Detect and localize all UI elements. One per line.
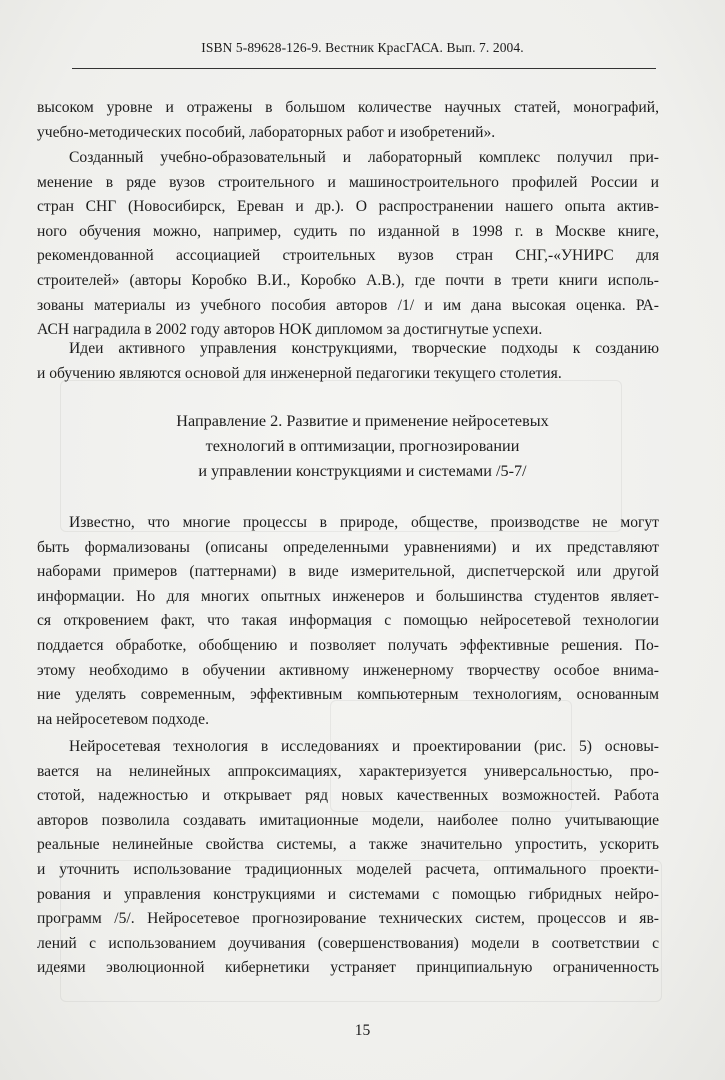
paragraph-neural-processes [37,511,659,732]
paragraph-continuation [37,96,659,145]
page-number: 15 [354,1022,371,1039]
text-line: высоком уровне и отражены в большом количестве научных статей, монографий, [37,99,659,116]
text-line: программ /5/. Нейросетевое прогнозирование технических систем, процессов и яв- [37,910,659,928]
text-line: строителей» (авторы Коробко В.И., Коробко А.В.), где почти в трети книги исполь- [37,271,659,289]
text-line: ся откровением факт, что такая информация с помощью нейросетевой технологии [37,612,659,630]
text-line: и уточнить использование традиционных моделей расчета, оптимального проекти- [37,860,659,878]
text-line: стран СНГ (Новосибирск, Ереван и др.). О распространении нашего опыта актив- [37,198,659,216]
heading-line: и управлении конструкциями и системами /5-7/ [198,461,527,480]
paragraph-engineering-pedagogy [37,337,659,386]
text-line: Нейросетевая технология в исследованиях и проектировании (рис. 5) основы- [69,738,659,755]
text-line: авторов позволила создавать имитационные модели, наиболее полно учитывающие [37,811,659,829]
text-line: АСН наградила в 2002 году авторов НОК дипломом за достигнутые успехи. [37,321,543,339]
text-line: рования и управления конструкциями и системами с помощью гибридных нейро- [37,885,659,903]
text-line: Созданный учебно-образовательный и лабораторный комплекс получил при- [69,149,659,166]
heading-line: технологий в оптимизации, прогнозировании [205,436,520,455]
text-line: зованы материалы из учебного пособия авторов /1/ и им дана высокая оценка. РА- [37,296,659,314]
text-line: вается на нелинейных аппроксимациях, характеризуется универсальностью, про- [37,762,659,780]
paragraph-complex-adoption [37,146,659,343]
text-line: идеями эволюционной кибернетики устраняет принципиальную ограниченность [37,959,659,977]
heading-line: Направление 2. Развитие и применение нейросетевых [176,412,549,430]
text-line: и обучению являются основой для инженерной педагогики текущего столетия. [37,364,562,382]
text-line: ного обучения можно, например, судить по изданной в 1998 г. в Москве книге, [37,222,659,240]
section-heading [0,409,725,483]
text-line: реальные нелинейные свойства системы, а также значительно упростить, ускорить [37,836,659,854]
text-line: менение в ряде вузов строительного и машиностроительного профилей России и [37,173,659,191]
header-rule [72,68,656,69]
text-line: этому необходимо в обучении активному инженерному творчеству особое внима- [37,661,659,679]
paragraph-neural-technology [37,735,659,981]
text-line: ние уделять современным, эффективным компьютерным технологиям, основанным [37,686,659,704]
text-line: быть формализованы (описаны определенными уравнениями) и их представляют [37,538,659,556]
text-line: Идеи активного управления конструкциями, творческие подходы к созданию [69,340,659,357]
text-line: наборами примеров (паттернами) в виде измерительной, диспетчерской или другой [37,563,659,581]
running-head: ISBN 5-89628-126-9. Вестник КрасГАСА. Вып. 7. 2004. [201,40,524,55]
text-line: информации. Но для многих опытных инженеров и большинства студентов являет- [37,587,659,605]
text-line: лений с использованием доучивания (совершенствования) модели в соответствии с [37,934,659,952]
text-line: стотой, надежностью и открывает ряд новых качественных возможностей. Работа [37,787,659,805]
text-line: учебно-методических пособий, лабораторных работ и изобретений». [37,123,496,141]
text-line: на нейросетевом подходе. [37,710,209,728]
text-line: поддается обработке, обобщению и позволяет получать эффективные решения. По- [37,636,659,654]
text-line: рекомендованной ассоциацией строительных вузов стран СНГ,-«УНИРС для [37,247,659,265]
text-line: Известно, что многие процессы в природе, обществе, производстве не могут [69,514,659,531]
